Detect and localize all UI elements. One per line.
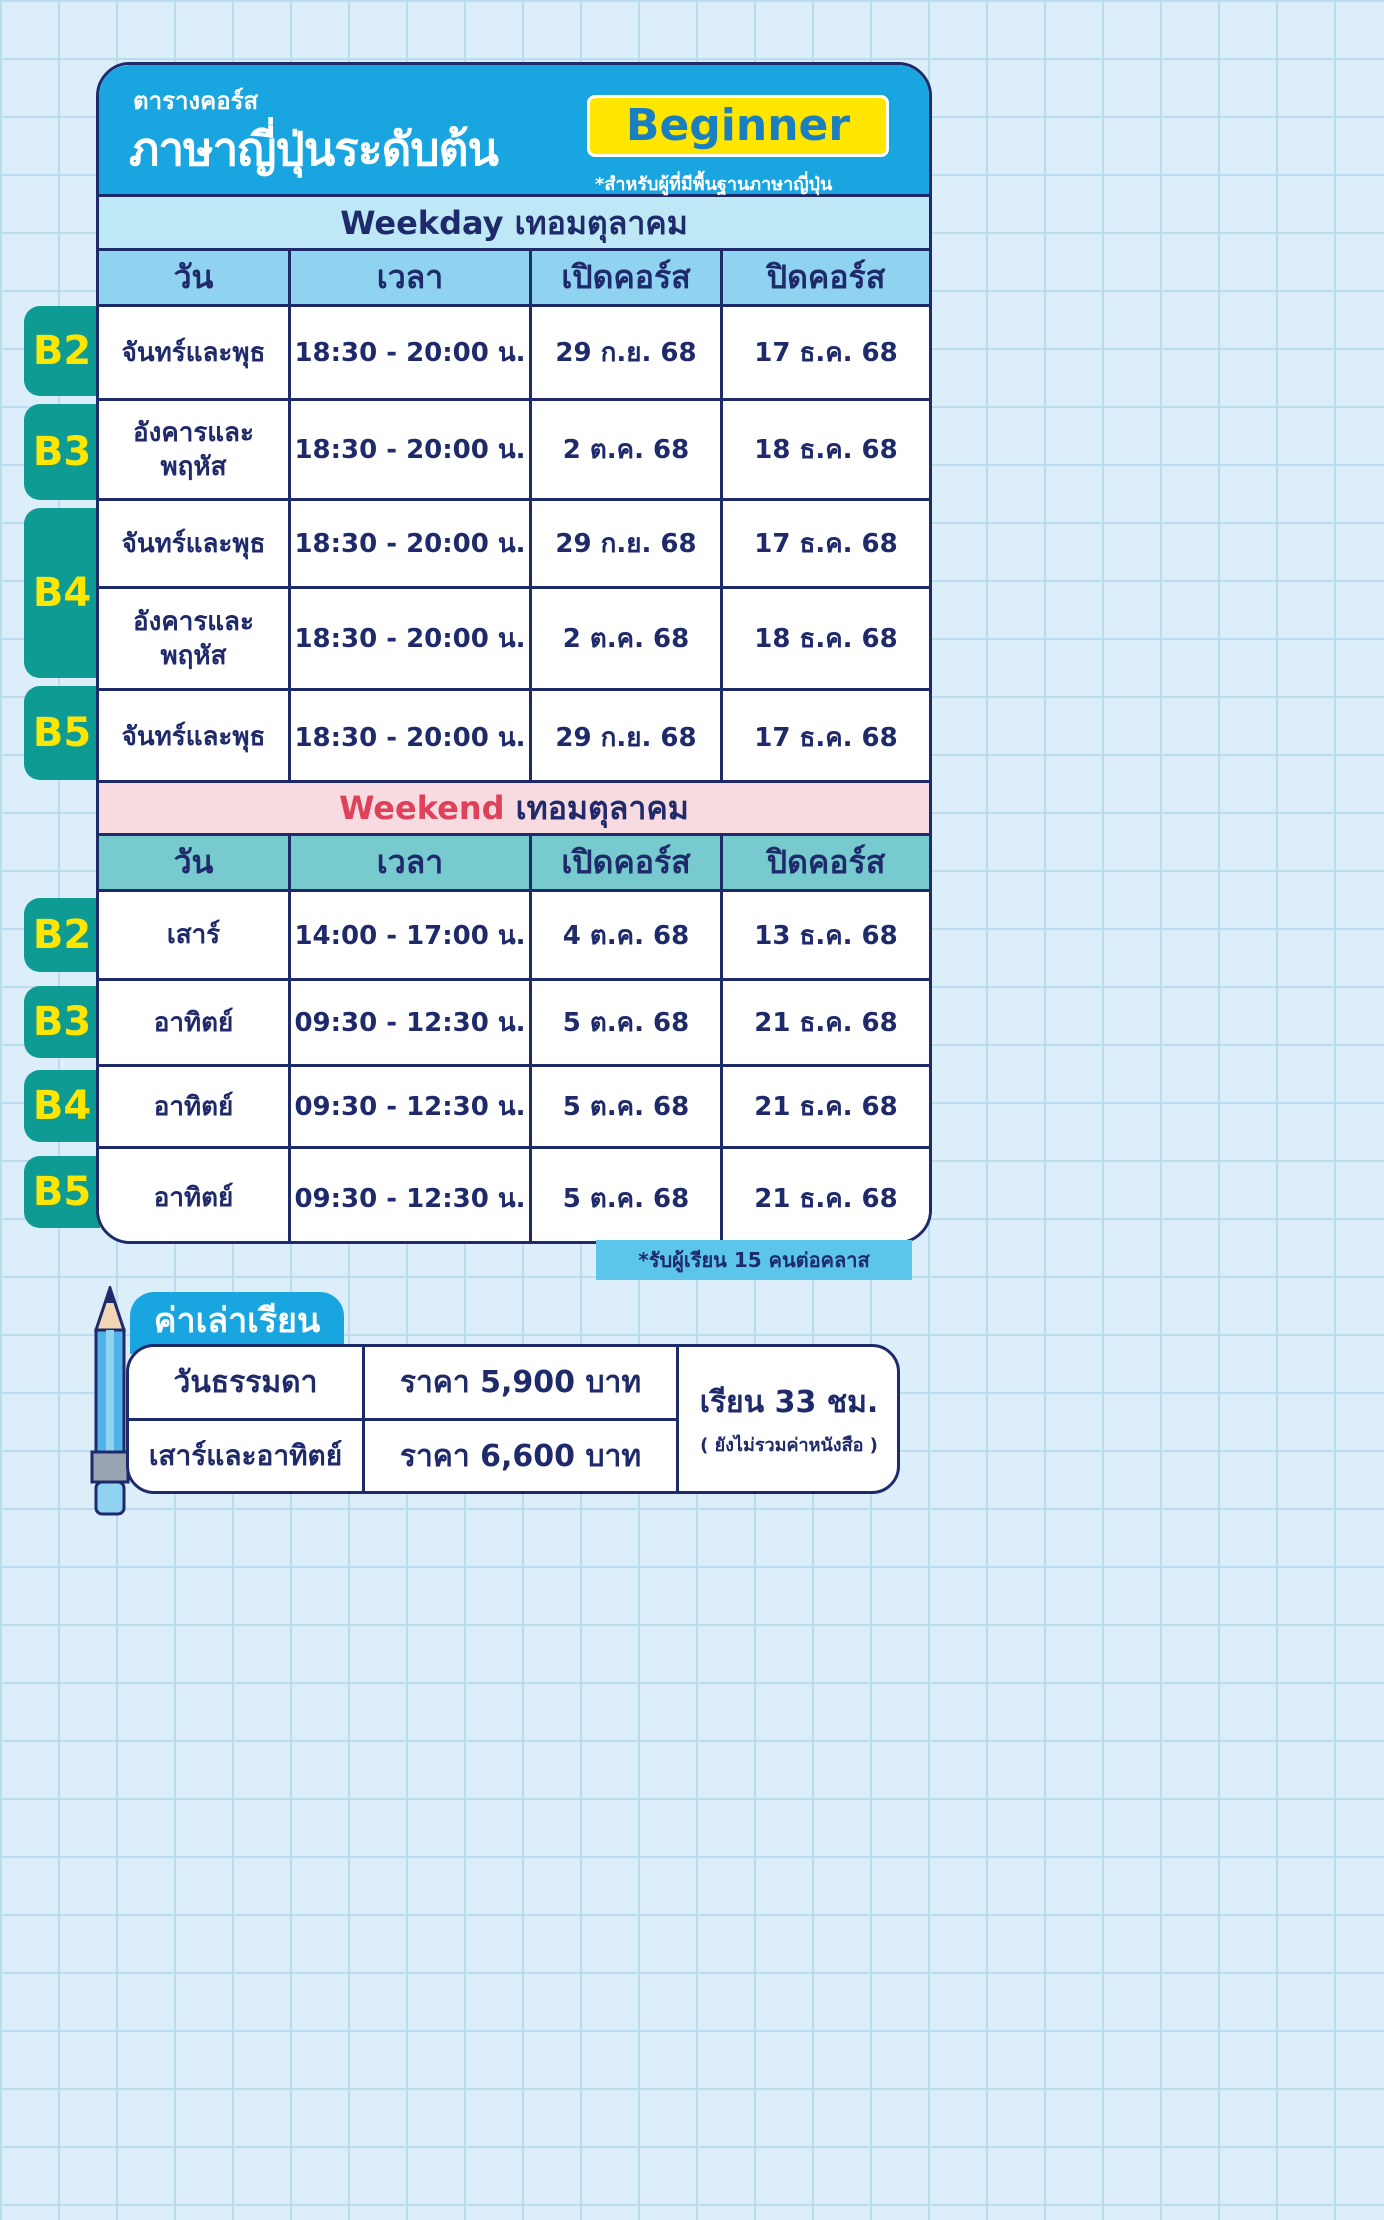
schedule-card: [96, 62, 932, 1244]
day-cell: อาทิตย์: [99, 1067, 291, 1146]
weekday-heading: Weekday เทอมตุลาคม: [99, 197, 929, 251]
header-note: *สำหรับผู้ที่มีพื้นฐานภาษาญี่ปุ่น: [595, 174, 833, 195]
open-cell: 4 ต.ค. 68: [532, 892, 723, 978]
open-cell: 2 ต.ค. 68: [532, 589, 723, 688]
fee-weekend-price: ราคา 6,600 บาท: [365, 1421, 679, 1491]
col-time: เวลา: [291, 251, 532, 304]
table-row: [99, 307, 929, 401]
table-row: [99, 501, 929, 589]
time-cell: 09:30 - 12:30 น.: [291, 1149, 532, 1244]
close-cell: 17 ธ.ค. 68: [754, 338, 898, 368]
open-cell: 5 ต.ค. 68: [532, 981, 723, 1064]
fee-weekend-label: เสาร์และอาทิตย์: [129, 1421, 365, 1491]
open-cell: 5 ต.ค. 68: [532, 1149, 723, 1244]
fee-hours-note: ( ยังไม่รวมค่าหนังสือ ): [700, 1435, 878, 1456]
table-row: [99, 401, 929, 501]
col-open: เปิดคอร์ส: [532, 836, 723, 889]
fee-title: ค่าเล่าเรียน: [130, 1292, 344, 1354]
table-row: [99, 1149, 929, 1244]
close-cell: 18 ธ.ค. 68: [754, 624, 898, 654]
day-cell: จันทร์และพุธ: [99, 501, 291, 586]
level-tab-b5: B5: [24, 686, 100, 780]
weekend-level-tab-b5: B5: [24, 1156, 100, 1228]
close-cell: 17 ธ.ค. 68: [754, 722, 898, 753]
col-close: ปิดคอร์ส: [766, 843, 886, 881]
level-tab-b4: B4: [24, 508, 100, 678]
col-day: วัน: [99, 836, 291, 889]
day-cell: เสาร์: [99, 892, 291, 978]
capacity-note: *รับผู้เรียน 15 คนต่อคลาส: [596, 1240, 912, 1280]
time-cell: 18:30 - 20:00 น.: [291, 401, 532, 498]
close-cell: 21 ธ.ค. 68: [754, 1183, 898, 1214]
day-cell: อาทิตย์: [99, 1149, 291, 1244]
col-day: วัน: [99, 251, 291, 304]
close-cell: 21 ธ.ค. 68: [754, 1092, 898, 1122]
time-cell: 09:30 - 12:30 น.: [291, 981, 532, 1064]
day-cell: จันทร์และพุธ: [99, 307, 291, 398]
open-cell: 2 ต.ค. 68: [532, 401, 723, 498]
open-cell: 29 ก.ย. 68: [532, 501, 723, 586]
close-cell: 21 ธ.ค. 68: [754, 1008, 898, 1038]
fee-weekday-label: วันธรรมดา: [129, 1347, 365, 1421]
table-row: [99, 1067, 929, 1149]
header-banner: [99, 65, 929, 197]
close-cell: 17 ธ.ค. 68: [754, 529, 898, 559]
weekend-level-tab-b4: B4: [24, 1070, 100, 1142]
open-cell: 29 ก.ย. 68: [532, 691, 723, 783]
weekend-table-header: [99, 836, 929, 892]
header-title: ภาษาญี่ปุ่นระดับต้น: [129, 122, 498, 176]
level-tab-b3: B3: [24, 404, 100, 500]
col-open: เปิดคอร์ส: [532, 251, 723, 304]
time-cell: 14:00 - 17:00 น.: [291, 892, 532, 978]
level-badge: Beginner: [587, 95, 889, 157]
col-close: ปิดคอร์ส: [766, 258, 886, 296]
fee-hours: เรียน 33 ชม.: [699, 1385, 879, 1420]
day-cell: อังคารและ พฤหัส: [99, 401, 291, 498]
weekday-table-header: [99, 251, 929, 307]
time-cell: 18:30 - 20:00 น.: [291, 589, 532, 688]
time-cell: 18:30 - 20:00 น.: [291, 691, 532, 783]
open-cell: 5 ต.ค. 68: [532, 1067, 723, 1146]
weekend-heading-en: Weekend: [339, 789, 505, 827]
weekend-level-tab-b3: B3: [24, 986, 100, 1058]
fee-box: [126, 1344, 900, 1494]
table-row: [99, 691, 929, 783]
level-tab-b2: B2: [24, 306, 100, 396]
table-row: [99, 892, 929, 981]
day-cell: จันทร์และพุธ: [99, 691, 291, 783]
table-row: [99, 589, 929, 691]
table-row: [99, 981, 929, 1067]
close-cell: 18 ธ.ค. 68: [754, 435, 898, 465]
open-cell: 29 ก.ย. 68: [532, 307, 723, 398]
fee-weekday-price: ราคา 5,900 บาท: [365, 1347, 679, 1421]
day-cell: อาทิตย์: [99, 981, 291, 1064]
weekend-heading: [99, 780, 929, 836]
header-subtitle: ตารางคอร์ส: [133, 87, 259, 115]
time-cell: 18:30 - 20:00 น.: [291, 307, 532, 398]
time-cell: 18:30 - 20:00 น.: [291, 501, 532, 586]
close-cell: 13 ธ.ค. 68: [754, 920, 898, 951]
col-time: เวลา: [291, 836, 532, 889]
weekend-heading-th: เทอมตุลาคม: [515, 789, 689, 827]
day-cell: อังคารและ พฤหัส: [99, 589, 291, 688]
fee-hours-cell: [679, 1347, 899, 1491]
time-cell: 09:30 - 12:30 น.: [291, 1067, 532, 1146]
weekend-level-tab-b2: B2: [24, 898, 100, 972]
